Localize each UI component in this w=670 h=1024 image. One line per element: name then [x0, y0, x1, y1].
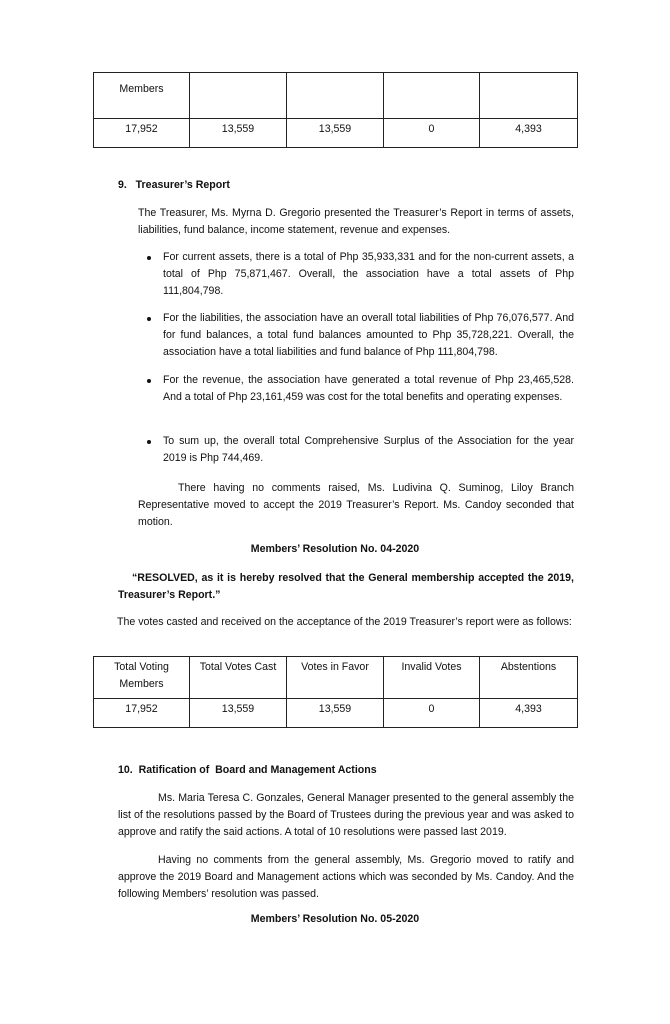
column-header: Votes in Favor: [287, 657, 384, 699]
ratification-motion: Having no comments from the general assembly, Ms. Gregorio moved to ratify and approve the 2019 Board and Management actions which was seconded by Ms. Candoy. And the following Members’ resolution was passed.: [118, 854, 574, 900]
table-cell: [384, 73, 480, 119]
table-cell: 13,559: [190, 119, 287, 148]
table-cell: 0: [384, 699, 480, 728]
list-item: For current assets, there is a total of Php 35,933,331 and for the non-current assets, a total of Php 75,871,467. Overall, the association have a total assets of Php 111,804,798.: [163, 251, 574, 297]
table-cell: 13,559: [287, 119, 384, 148]
bullet-icon: [147, 379, 151, 383]
resolution-title: Members’ Resolution No. 04-2020: [250, 543, 420, 555]
column-header: Abstentions: [480, 657, 578, 699]
table-cell: Members: [94, 73, 190, 119]
ratification-paragraph: Ms. Maria Teresa C. Gonzales, General Manager presented to the general assembly the list of the resolutions passed by the Board of Trustees during the previous year and was asked to approve and ratify the said actions. A total of 10 resolutions were passed last 2019.: [118, 792, 574, 838]
table-cell: 4,393: [480, 119, 578, 148]
votes-table: [93, 656, 578, 728]
table-cell: [287, 73, 384, 119]
votes-intro: The votes casted and received on the acceptance of the 2019 Treasurer’s report were as follows:: [117, 616, 572, 628]
bullet-icon: [147, 317, 151, 321]
resolution-text: “RESOLVED, as it is hereby resolved that the General membership accepted the 2019, Treasurer’s Report.”: [118, 572, 574, 601]
column-header: Total Votes Cast: [190, 657, 287, 699]
table-cell: [190, 73, 287, 119]
list-item: For the revenue, the association have generated a total revenue of Php 23,465,528. And a total of Php 23,161,459 was cost for the total benefits and operating expenses.: [163, 374, 574, 403]
table-cell: 13,559: [287, 699, 384, 728]
motion-paragraph: There having no comments raised, Ms. Ludivina Q. Suminog, Liloy Branch Representative moved to accept the 2019 Treasurer’s Report. Ms. Candoy seconded that motion.: [138, 482, 574, 528]
table-cell: 17,952: [94, 119, 190, 148]
bullet-icon: [147, 440, 151, 444]
list-item: To sum up, the overall total Comprehensive Surplus of the Association for the year 2019 is Php 744,469.: [163, 435, 574, 464]
resolution-title: Members’ Resolution No. 05-2020: [250, 913, 420, 925]
table-cell: 17,952: [94, 699, 190, 728]
table-cell: [480, 73, 578, 119]
table-cell: 13,559: [190, 699, 287, 728]
table-cell: 4,393: [480, 699, 578, 728]
section-heading: 10. Ratification of Board and Management Actions: [118, 764, 377, 776]
list-item: For the liabilities, the association have an overall total liabilities of Php 76,076,577. And for fund balances, a total fund balances amounted to Php 35,728,221. Overall, the association have a total liabilities and fund balance of Php 111,804,798.: [163, 312, 574, 358]
votes-table-continued: [93, 72, 578, 148]
column-header: Invalid Votes: [384, 657, 480, 699]
section-heading: 9. Treasurer’s Report: [118, 179, 230, 191]
section-intro: The Treasurer, Ms. Myrna D. Gregorio presented the Treasurer’s Report in terms of assets, liabilities, fund balance, income statement, revenue and expenses.: [138, 207, 574, 236]
table-cell: 0: [384, 119, 480, 148]
column-header: Total Voting Members: [94, 657, 190, 699]
bullet-icon: [147, 256, 151, 260]
